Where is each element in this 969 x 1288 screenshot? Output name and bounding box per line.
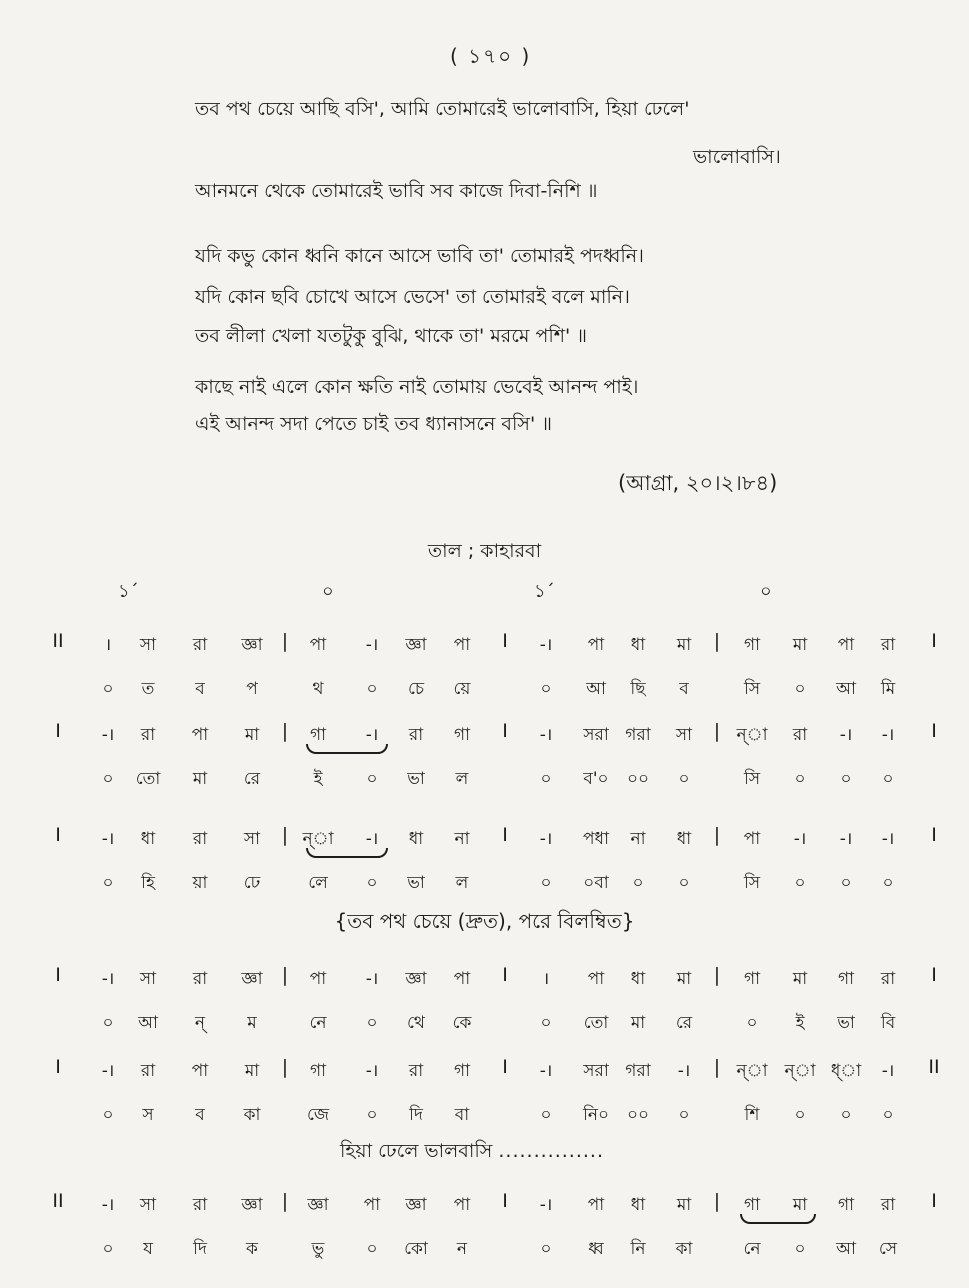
lyric-syllable: মি — [880, 679, 896, 699]
swara-note: জ্ঞা — [307, 1195, 329, 1215]
swara-note: পা — [587, 969, 605, 989]
lyric-line-5: তব লীলা খেলা যতটুকু বুঝি, থাকে তা' মরমে পশি' ॥ — [195, 325, 588, 347]
page-number: ( ১৭০ ) — [450, 44, 532, 68]
lyric-syllable: আ — [836, 679, 856, 699]
swara-note: ধা — [140, 829, 156, 849]
measure-divider: I — [502, 720, 508, 742]
lyric-line-1-continued: ভালোবাসি। — [693, 146, 781, 168]
swara-note: সা — [139, 635, 157, 655]
swara-note: পা — [363, 1195, 381, 1215]
swara-note: রা — [408, 1061, 424, 1081]
measure-divider: I — [502, 1190, 508, 1212]
lyric-syllable: দি — [193, 1239, 207, 1259]
swara-note: না — [454, 829, 470, 849]
lyric-syllable: কো — [404, 1239, 428, 1259]
row-end-bar: I — [931, 824, 937, 846]
swara-note: পা — [743, 829, 761, 849]
measure-divider: | — [713, 630, 721, 652]
lyric-syllable: ভা — [837, 1013, 855, 1033]
swara-note: সা — [139, 969, 157, 989]
lyric-syllable: কা — [675, 1239, 693, 1259]
lyric-syllable: লে — [308, 873, 328, 893]
swara-note: গা — [743, 969, 761, 989]
swara-note: -। — [365, 969, 379, 989]
swara-note: পা — [587, 635, 605, 655]
swara-note: সরা — [583, 1061, 609, 1081]
swara-note: পা — [453, 635, 471, 655]
swara-note: মা — [792, 1195, 808, 1215]
swara-note: মা — [244, 725, 260, 745]
row-end-bar: I — [931, 964, 937, 986]
lyric-syllable: ঢে — [243, 873, 261, 893]
lyric-syllable: সি — [743, 769, 761, 789]
tal-mark-4: ০ — [760, 581, 772, 602]
lyric-syllable: ০ — [794, 769, 806, 789]
measure-divider: I — [502, 824, 508, 846]
swara-note: । — [542, 969, 550, 989]
swara-note: -। — [101, 829, 115, 849]
swara-note: সা — [139, 1195, 157, 1215]
swara-note: পধা — [583, 829, 609, 849]
lyric-syllable: ০ — [540, 1239, 552, 1259]
swara-note: জ্ঞা — [241, 1195, 263, 1215]
lyric-syllable: ০ — [540, 873, 552, 893]
swara-note: । — [104, 635, 112, 655]
lyric-syllable: ত — [141, 679, 155, 699]
lyric-syllable: ০ — [882, 1105, 894, 1125]
section-note — [340, 1137, 604, 1169]
swara-note: গা — [837, 1195, 855, 1215]
swara-note: মা — [676, 1195, 692, 1215]
lyric-syllable: সে — [878, 1239, 898, 1259]
lyric-syllable: ন — [456, 1239, 468, 1259]
row-end-bar: I — [931, 720, 937, 742]
place-date: (আগ্রা, ২০।২।৮৪) — [618, 471, 778, 495]
swara-note: রা — [192, 1195, 208, 1215]
lyric-syllable: ন্‌ — [194, 1013, 206, 1033]
lyric-syllable: ০ — [540, 1013, 552, 1033]
measure-divider: | — [281, 824, 289, 846]
lyric-syllable: ০ — [366, 769, 378, 789]
swara-note: ন্‌া — [736, 725, 768, 745]
swara-note: গা — [453, 1061, 471, 1081]
swara-note: -। — [101, 1195, 115, 1215]
measure-divider: I — [502, 630, 508, 652]
swara-note: গরা — [625, 725, 651, 745]
lyric-syllable: ০ — [102, 873, 114, 893]
lyric-syllable: ল — [455, 769, 469, 789]
swara-note: রা — [880, 1195, 896, 1215]
lyric-syllable: থ — [312, 679, 324, 699]
lyric-syllable: ০ — [366, 873, 378, 893]
measure-divider: | — [713, 964, 721, 986]
lyric-syllable: ০ — [540, 679, 552, 699]
swara-note: ন্‌া — [302, 829, 334, 849]
lyric-syllable: ০ — [102, 1013, 114, 1033]
swara-note: রা — [880, 635, 896, 655]
lyric-syllable: ০ — [102, 769, 114, 789]
lyric-line-6: কাছে নাই এলে কোন ক্ষতি নাই তোমায় ভেবেই আনন্দ পাই। — [195, 376, 639, 398]
swara-note: -। — [839, 829, 853, 849]
swara-note: জ্ঞা — [405, 969, 427, 989]
measure-divider: | — [281, 630, 289, 652]
lyric-syllable: চে — [407, 679, 425, 699]
swara-note: পা — [837, 635, 855, 655]
slur-arc — [306, 744, 388, 754]
swara-note: মা — [676, 969, 692, 989]
lyric-syllable: হি — [141, 873, 155, 893]
lyric-syllable: রে — [243, 769, 261, 789]
swara-note: ধা — [630, 1195, 646, 1215]
swara-note: -। — [793, 829, 807, 849]
lyric-syllable: ০ — [840, 769, 852, 789]
swara-note: রা — [192, 969, 208, 989]
lyric-syllable: সি — [743, 873, 761, 893]
swara-note: -। — [539, 635, 553, 655]
lyric-syllable: ভা — [407, 769, 425, 789]
swara-note: জ্ঞা — [405, 1195, 427, 1215]
swara-note: -। — [539, 1061, 553, 1081]
lyric-syllable: নে — [743, 1239, 761, 1259]
tempo-note: {তব পথ চেয়ে (দ্রুত), পরে বিলম্বিত} — [334, 909, 635, 933]
swara-note: পা — [587, 1195, 605, 1215]
slur-arc — [740, 1214, 816, 1224]
swara-note: ধা — [630, 969, 646, 989]
lyric-syllable: ০ — [882, 873, 894, 893]
swara-note: সা — [243, 829, 261, 849]
lyric-syllable: আ — [586, 679, 606, 699]
measure-divider: | — [713, 824, 721, 846]
swara-note: মা — [244, 1061, 260, 1081]
swara-note: রা — [140, 725, 156, 745]
swara-note: পা — [309, 635, 327, 655]
lyric-syllable: বা — [454, 1105, 470, 1125]
lyric-syllable: য়া — [192, 873, 208, 893]
lyric-syllable: জে — [306, 1105, 330, 1125]
lyric-syllable: ল — [455, 873, 469, 893]
row-end-bar: I — [931, 630, 937, 652]
swara-note: ধা — [408, 829, 424, 849]
section-note-dots: ............... — [498, 1140, 604, 1162]
lyric-syllable: ০ — [678, 1105, 690, 1125]
measure-divider: | — [713, 1056, 721, 1078]
swara-note: রা — [140, 1061, 156, 1081]
swara-note: গা — [453, 725, 471, 745]
swara-note: জ্ঞা — [241, 635, 263, 655]
lyric-syllable: ০ — [540, 1105, 552, 1125]
lyric-syllable: কা — [243, 1105, 261, 1125]
swara-note: -। — [881, 725, 895, 745]
lyric-syllable: থে — [407, 1013, 425, 1033]
tal-mark-2: ০ — [322, 581, 334, 602]
lyric-syllable: বি — [880, 1013, 896, 1033]
lyric-syllable: সি — [743, 679, 761, 699]
lyric-syllable: ভা — [407, 873, 425, 893]
swara-note: মা — [792, 969, 808, 989]
swara-note: -। — [365, 829, 379, 849]
swara-note: পা — [191, 725, 209, 745]
swara-note: ধ্‌া — [830, 1061, 862, 1081]
swara-note: -। — [881, 829, 895, 849]
lyric-syllable: কে — [452, 1013, 472, 1033]
swara-note: মা — [792, 635, 808, 655]
measure-divider: | — [281, 720, 289, 742]
tal-mark-1: ১´ — [118, 581, 139, 602]
swara-note: মা — [676, 635, 692, 655]
lyric-syllable: তো — [583, 1013, 609, 1033]
swara-note: -। — [539, 1195, 553, 1215]
swara-note: গা — [309, 1061, 327, 1081]
lyric-syllable: ০ — [102, 679, 114, 699]
swara-note: রা — [408, 725, 424, 745]
lyric-syllable: ব — [195, 679, 205, 699]
swara-note: -। — [101, 969, 115, 989]
lyric-syllable: ই — [795, 1013, 805, 1033]
lyric-line-4: যদি কোন ছবি চোখে আসে ভেসে' তা তোমারই বলে মানি। — [195, 286, 630, 308]
swara-note: -। — [365, 635, 379, 655]
lyric-syllable: ব'০ — [583, 769, 609, 789]
swara-note: রা — [192, 829, 208, 849]
swara-note: -। — [101, 725, 115, 745]
measure-divider: | — [281, 1056, 289, 1078]
lyric-syllable: ০ — [102, 1239, 114, 1259]
lyric-syllable: মা — [192, 769, 208, 789]
lyric-syllable: নে — [309, 1013, 327, 1033]
swara-note: রা — [192, 635, 208, 655]
swara-note: পা — [309, 969, 327, 989]
lyric-syllable: প — [246, 679, 258, 699]
lyric-syllable: ব — [679, 679, 689, 699]
lyric-line-3: যদি কভু কোন ধ্বনি কানে আসে ভাবি তা' তোমারই পদধ্বনি। — [195, 245, 644, 267]
swara-note: না — [630, 829, 646, 849]
measure-divider: | — [281, 964, 289, 986]
lyric-syllable: ০ — [540, 769, 552, 789]
swara-note: ন্‌া — [736, 1061, 768, 1081]
row-end-bar: II — [928, 1056, 940, 1078]
lyric-syllable: আ — [138, 1013, 158, 1033]
lyric-syllable: ব — [195, 1105, 205, 1125]
lyric-syllable: ০০ — [626, 1105, 650, 1125]
swara-note: -। — [101, 1061, 115, 1081]
lyric-syllable: ০ — [746, 1013, 758, 1033]
swara-note: -। — [365, 1061, 379, 1081]
tal-mark-3: ১´ — [534, 581, 555, 602]
row-end-bar: I — [931, 1190, 937, 1212]
lyric-syllable: ০ — [840, 1105, 852, 1125]
swara-note: -। — [839, 725, 853, 745]
swara-note: পা — [453, 969, 471, 989]
lyric-syllable: ০ — [840, 873, 852, 893]
lyric-line-1: তব পথ চেয়ে আছি বসি', আমি তোমারেই ভালোবাসি, হিয়া ঢেলে' — [195, 98, 690, 120]
measure-divider: | — [713, 1190, 721, 1212]
lyric-syllable: ০ — [794, 679, 806, 699]
lyric-syllable: ০ — [794, 1105, 806, 1125]
lyric-syllable: ০০ — [626, 769, 650, 789]
lyric-syllable: ম — [247, 1013, 257, 1033]
row-start-bar: II — [52, 630, 64, 652]
measure-divider: I — [502, 964, 508, 986]
swara-note: -। — [677, 1061, 691, 1081]
lyric-syllable: ০ — [794, 873, 806, 893]
lyric-syllable: ০ — [366, 1105, 378, 1125]
lyric-syllable: ০বা — [583, 873, 609, 893]
swara-note: জ্ঞা — [241, 969, 263, 989]
swara-note: রা — [792, 725, 808, 745]
lyric-syllable: ক — [246, 1239, 258, 1259]
lyric-syllable: ই — [313, 769, 323, 789]
lyric-syllable: নি — [630, 1239, 646, 1259]
swara-note: জ্ঞা — [405, 635, 427, 655]
lyric-syllable: ০ — [102, 1105, 114, 1125]
swara-note: ন্‌া — [784, 1061, 816, 1081]
row-start-bar: I — [55, 824, 61, 846]
lyric-syllable: য — [143, 1239, 153, 1259]
lyric-line-7: এই আনন্দ সদা পেতে চাই তব ধ্যানাসনে বসি' ॥ — [195, 413, 552, 435]
lyric-syllable: শি — [744, 1105, 760, 1125]
lyric-syllable: ০ — [794, 1239, 806, 1259]
swara-note: ধা — [630, 635, 646, 655]
row-start-bar: I — [55, 964, 61, 986]
swara-note: পা — [453, 1195, 471, 1215]
swara-note: গা — [837, 969, 855, 989]
swara-note: সা — [675, 725, 693, 745]
lyric-syllable: মা — [630, 1013, 646, 1033]
swara-note: গা — [309, 725, 327, 745]
lyric-syllable: ধ্ব — [588, 1239, 604, 1259]
swara-note: -। — [881, 1061, 895, 1081]
slur-arc — [306, 848, 388, 858]
lyric-syllable: ০ — [366, 1239, 378, 1259]
swara-note: সরা — [583, 725, 609, 745]
lyric-syllable: আ — [836, 1239, 856, 1259]
lyric-syllable: ছি — [630, 679, 646, 699]
lyric-syllable: তো — [135, 769, 161, 789]
swara-note: -। — [539, 725, 553, 745]
row-start-bar: II — [52, 1190, 64, 1212]
lyric-syllable: নি০ — [582, 1105, 610, 1125]
lyric-line-2: আনমনে থেকে তোমারেই ভাবি সব কাজে দিবা-নিশি ॥ — [195, 180, 598, 202]
lyric-syllable: রে — [675, 1013, 693, 1033]
lyric-syllable: ভু — [311, 1239, 325, 1259]
swara-note: গা — [743, 1195, 761, 1215]
measure-divider: | — [713, 720, 721, 742]
row-start-bar: I — [55, 720, 61, 742]
tal-title: তাল ; কাহারবা — [427, 540, 542, 562]
swara-note: গরা — [625, 1061, 651, 1081]
section-note-text: হিয়া ঢেলে ভালবাসি — [340, 1140, 493, 1162]
lyric-syllable: ০ — [882, 769, 894, 789]
swara-note: -। — [539, 829, 553, 849]
lyric-syllable: স — [142, 1105, 154, 1125]
lyric-syllable: য়ে — [453, 679, 471, 699]
lyric-syllable: ০ — [366, 1013, 378, 1033]
swara-note: রা — [880, 969, 896, 989]
lyric-syllable: ০ — [678, 769, 690, 789]
measure-divider: I — [502, 1056, 508, 1078]
lyric-syllable: দি — [409, 1105, 423, 1125]
lyric-syllable: ০ — [366, 679, 378, 699]
swara-note: -। — [365, 725, 379, 745]
row-start-bar: I — [55, 1056, 61, 1078]
lyric-syllable: ০ — [632, 873, 644, 893]
swara-note: গা — [743, 635, 761, 655]
swara-note: পা — [191, 1061, 209, 1081]
swara-note: ধা — [676, 829, 692, 849]
lyric-syllable: ০ — [678, 873, 690, 893]
measure-divider: | — [281, 1190, 289, 1212]
